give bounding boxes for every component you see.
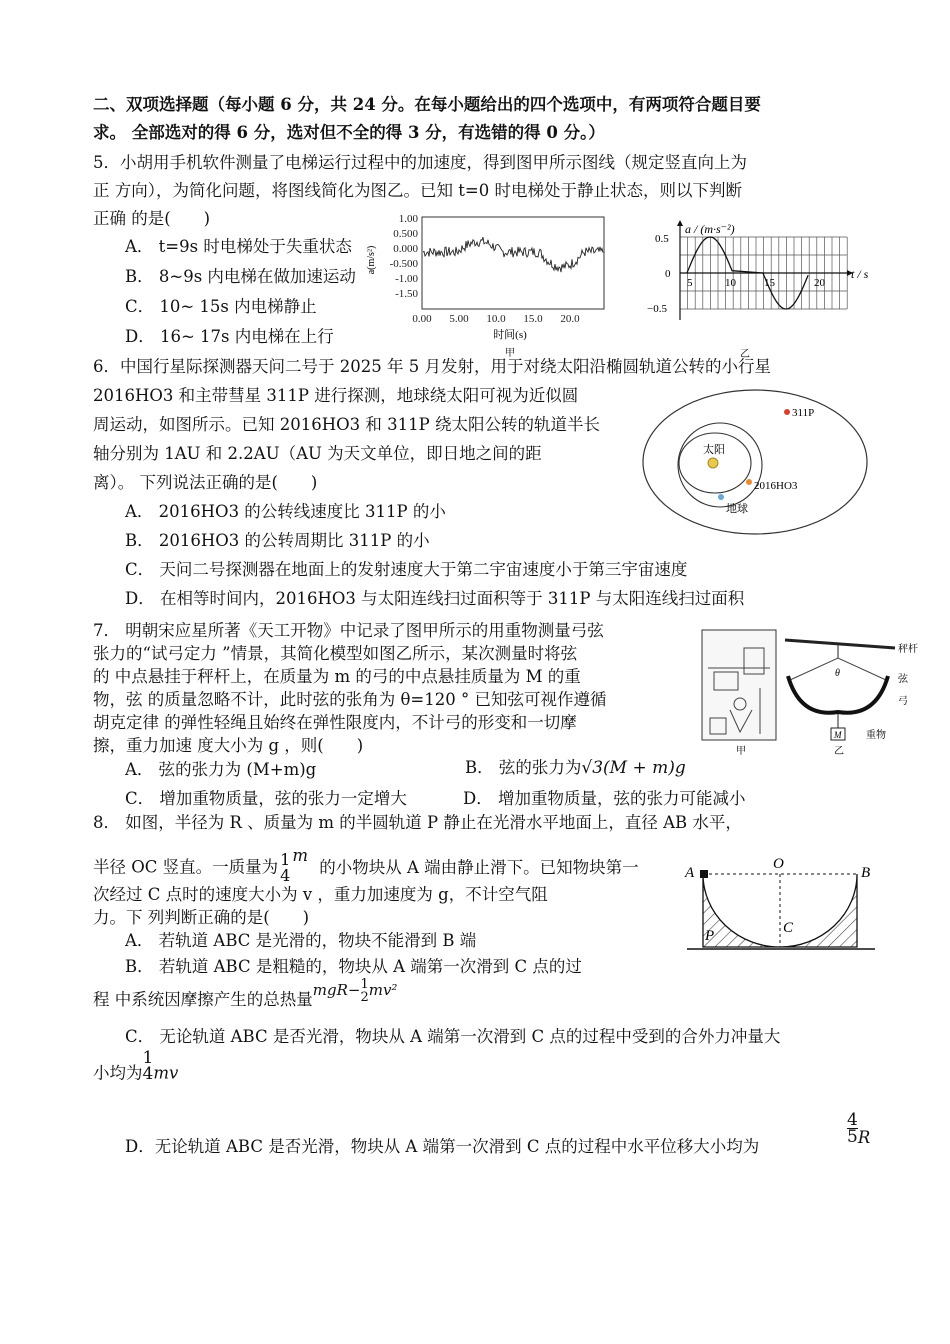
q7-option-c: C． 增加重物质量，弦的张力一定增大 — [125, 789, 407, 808]
q5-yi-caption: 乙 — [740, 349, 750, 360]
comet-orbit — [643, 390, 867, 534]
q5-yi-y-neg: −0.5 — [647, 303, 667, 315]
q5-figure-jia — [360, 210, 610, 360]
q5-jia-xlabel: 时间(s) — [493, 329, 527, 341]
q8-option-b-cont — [93, 977, 398, 1014]
q5-yi-y-zero: 0 — [665, 268, 671, 280]
q6-comet-label: 311P — [792, 407, 815, 419]
q8-disp-den: 5 — [847, 1127, 858, 1147]
q5-yi-xunit: t / s — [851, 267, 869, 281]
q8-track-figure — [685, 852, 885, 962]
q8-stem-line3: 次经过 C 点时的速度大小为 v ，重力加速度为 g，不计空气阻 — [93, 885, 548, 904]
q6-option-a: A． 2016HO3 的公转线速度比 311P 的小 — [125, 502, 446, 521]
q8-stem-line1: 8． 如图，半径为 R 、质量为 m 的半圆轨道 P 静止在光滑水平地面上，直径 AB 水平， — [93, 813, 742, 832]
q6-earth-label: 地球 — [726, 503, 748, 515]
q7-figure-jia — [700, 628, 780, 758]
q5-yi-xtick-3: 20 — [814, 277, 825, 289]
q8-stem-line2-a: 半径 OC 竖直。一质量为 — [93, 857, 279, 877]
q7-label-string: 弦 — [898, 674, 908, 685]
q5-jia-caption: 甲 — [505, 348, 515, 359]
section-header-line2: 求。 全部选对的得 6 分，选对但不全的得 3 分，有选错的得 0 分。） — [93, 123, 605, 142]
q8-option-c: C． 无论轨道 ABC 是否光滑，物块从 A 端第一次滑到 C 点的过程中受到的合外力冲量大 — [125, 1027, 781, 1046]
q7-label-M: M — [834, 730, 842, 740]
q8-option-b-cont-text: 程 中系统因摩擦产生的总热量 — [93, 990, 313, 1009]
q6-stem-line5: 离）。 下列说法正确的是( ) — [93, 473, 318, 492]
q8-heat-num: 1 — [360, 977, 369, 992]
q8-option-c-cont — [93, 1048, 179, 1090]
q8-disp-R: R — [857, 1128, 871, 1147]
q7-option-a: A． 弦的张力为 (M+m)g — [125, 760, 317, 779]
q8-heat-a: mgR− — [312, 981, 361, 999]
q5-option-d: D． 16~ 17s 内电梯在上行 — [125, 327, 334, 346]
q8-heat-den: 2 — [360, 990, 369, 1005]
comet-icon — [784, 409, 790, 415]
q5-yi-xtick-2: 15 — [764, 277, 775, 289]
q5-jia-ytick-2: 0.000 — [393, 243, 418, 255]
q8-mass-frac-den: 4 — [280, 866, 291, 885]
q5-figure-yi — [625, 215, 875, 360]
q5-jia-trace — [423, 237, 603, 272]
q5-jia-xtick-1: 5.00 — [449, 313, 469, 325]
bow — [788, 676, 888, 713]
q5-jia-xtick-3: 15.0 — [523, 313, 543, 325]
q5-jia-ytick-1: 0.500 — [393, 228, 418, 240]
q7-caption-jia: 甲 — [736, 746, 746, 757]
q8-heat-b: mv² — [368, 981, 398, 999]
q5-yi-ylabel: a / (m·s⁻²) — [685, 222, 735, 236]
q5-jia-xtick-2: 10.0 — [486, 313, 506, 325]
earth-icon — [718, 494, 724, 500]
q5-option-b: B． 8~9s 内电梯在做加速运动 — [125, 267, 356, 286]
q5-jia-ytick-3: -0.500 — [389, 258, 418, 270]
q7-stem-line4: 物，弦 的质量忽略不计，此时弦的张角为 θ=120 ° 已知弦可视作遵循 — [93, 690, 607, 709]
q8-label-O: O — [773, 856, 784, 872]
asteroid-icon — [746, 479, 752, 485]
q8-impulse-den: 4 — [142, 1064, 154, 1084]
q8-option-d: D．无论轨道 ABC 是否光滑，物块从 A 端第一次滑到 C 点的过程中水平位移大小均为 — [125, 1137, 760, 1156]
q5-jia-ytick-4: -1.00 — [395, 273, 418, 285]
q8-option-b: B． 若轨道 ABC 是粗糙的，物块从 A 端第一次滑到 C 点的过 — [125, 957, 582, 976]
q6-sun-label: 太阳 — [703, 444, 725, 456]
q7-stem-line5: 胡克定律 的弹性轻绳且始终在弹性限度内，不计弓的形变和一切摩 — [93, 713, 577, 732]
q6-stem-line3: 周运动，如图所示。已知 2016HO3 和 311P 绕太阳公转的轨道半长 — [93, 415, 600, 434]
q7-stem-line2: 张力的“试弓定力 ”情景，其简化模型如图乙所示，某次测量时将弦 — [93, 644, 578, 663]
small-block — [700, 870, 708, 878]
q8-impulse-num: 1 — [142, 1048, 154, 1068]
q6-option-d: D． 在相等时间内，2016HO3 与太阳连线扫过面积等于 311P 与太阳连线扫过面积 — [125, 589, 745, 608]
q8-stem-line2 — [93, 845, 639, 885]
section-header-line1: 二、双项选择题（每小题 6 分，共 24 分。在每小题给出的四个选项中，有两项符合题目要 — [93, 95, 761, 114]
q5-stem-line1: 5．小胡用手机软件测量了电梯运行过程中的加速度，得到图甲所示图线（规定竖直向上为 — [93, 153, 747, 172]
q8-label-A: A — [685, 865, 695, 881]
q6-stem-line4: 轴分别为 1AU 和 2.2AU（AU 为天文单位，即日地之间的距 — [93, 444, 542, 463]
q7-option-b-math: √3(M + m)g — [581, 758, 686, 778]
q7-label-weight: 重物 — [866, 730, 886, 741]
q5-jia-xtick-0: 0.00 — [412, 313, 432, 325]
q5-option-c: C． 10~ 15s 内电梯静止 — [125, 297, 317, 316]
q7-option-b-label: B． 弦的张力为 — [465, 758, 582, 777]
q5-stem-line2: 正 方向），为简化问题，将图线简化为图乙。已知 t=0 时电梯处于静止状态，则以下判断 — [93, 181, 742, 200]
q7-caption-yi: 乙 — [834, 746, 844, 757]
q5-option-a: A． t=9s 时电梯处于失重状态 — [125, 237, 352, 256]
q7-label-bow: 弓 — [898, 696, 908, 707]
q6-stem-line2: 2016HO3 和主带彗星 311P 进行探测，地球绕太阳可视为近似圆 — [93, 386, 579, 405]
q8-option-a: A． 若轨道 ABC 是光滑的，物块不能滑到 B 端 — [125, 931, 477, 950]
q8-option-c-cont-text: 小均为 — [93, 1063, 143, 1083]
q6-option-c: C． 天问二号探测器在地面上的发射速度大于第二宇宙速度小于第三宇宙速度 — [125, 560, 688, 579]
q8-disp-num: 4 — [847, 1110, 858, 1130]
q5-yi-xtick-1: 10 — [725, 277, 736, 289]
q8-option-d-frac — [847, 1112, 870, 1145]
q5-yi-xtick-0: 5 — [687, 277, 693, 289]
q8-label-C: C — [783, 920, 794, 936]
q5-jia-ylabel: a(m/s²) — [366, 245, 377, 275]
q8-stem-line2-b: 的小物块从 A 端由静止滑下。已知物块第一 — [319, 857, 639, 877]
sun-icon — [708, 458, 718, 468]
q7-stem-line1: 7． 明朝宋应星所著《天工开物》中记录了图甲所示的用重物测量弓弦 — [93, 621, 604, 640]
q7-stem-line6: 擦，重力加速 度大小为 g ，则( ) — [93, 736, 364, 755]
q7-figure-yi — [780, 628, 920, 758]
q6-asteroid-label: 2016HO3 — [754, 480, 798, 492]
q7-option-b — [465, 757, 686, 779]
q6-orbit-figure — [640, 385, 870, 535]
q7-stem-line3: 的 中点悬挂于秤杆上，在质量为 m 的弓的中点悬挂质量为 M 的重 — [93, 667, 581, 686]
q8-stem-line4: 力。下 列判断正确的是( ) — [93, 908, 310, 927]
scale-rod — [785, 640, 895, 648]
q6-option-b: B． 2016HO3 的公转周期比 311P 的小 — [125, 531, 430, 550]
q7-theta: θ — [835, 668, 840, 679]
q8-impulse-mv: mv — [153, 1063, 179, 1083]
q8-mass-m: m — [292, 845, 308, 865]
q5-stem-line3: 正确 的是( ) — [93, 209, 211, 228]
q8-label-P: P — [705, 928, 715, 944]
q5-jia-ytick-5: -1.50 — [395, 288, 418, 300]
q5-jia-xtick-4: 20.0 — [560, 313, 580, 325]
q6-stem-line1: 6．中国行星际探测器天问二号于 2025 年 5 月发射，用于对绕太阳沿椭圆轨道公转的小行星 — [93, 357, 771, 376]
q5-jia-ytick-0: 1.00 — [398, 213, 418, 225]
q7-option-d: D． 增加重物质量，弦的张力可能减小 — [463, 789, 746, 808]
q8-label-B: B — [861, 865, 871, 881]
q5-yi-y-pos: 0.5 — [655, 233, 669, 245]
q7-label-scale: 秤杆 — [898, 644, 918, 655]
q8-mass-frac-num: 1 — [280, 850, 291, 869]
